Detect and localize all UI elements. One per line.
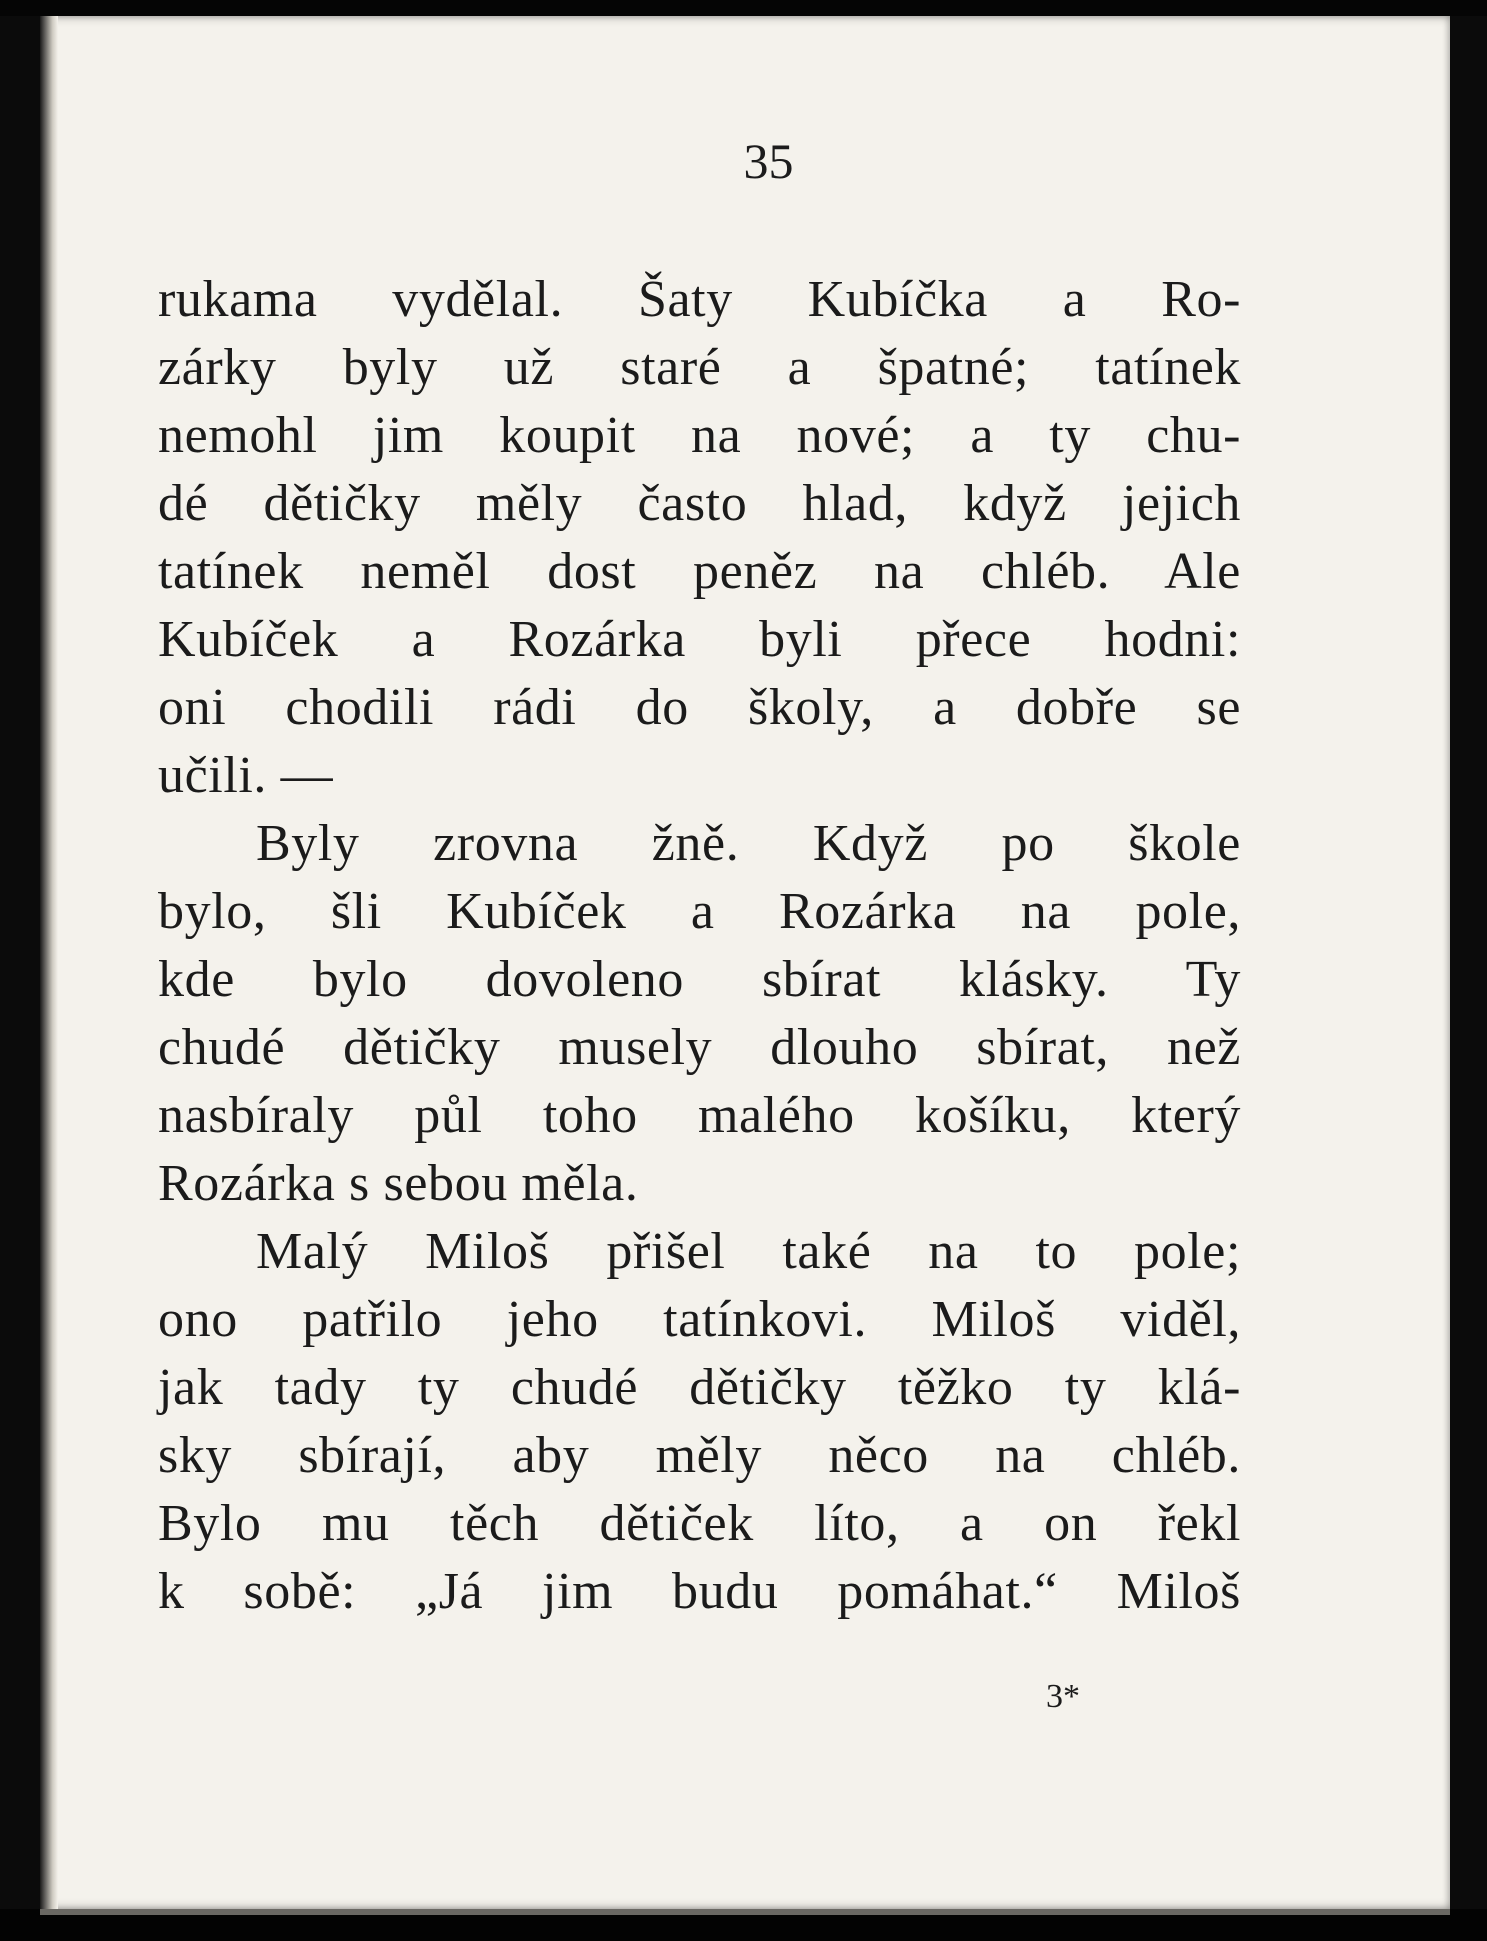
text-line: oni chodili rádi do školy, a dobře se	[158, 679, 1241, 736]
body-text	[158, 266, 1241, 1626]
text-line: Kubíček a Rozárka byli přece hodni:	[158, 611, 1241, 668]
page-bottom-edge	[40, 1909, 1450, 1915]
text-line: sky sbírají, aby měly něco na chléb.	[158, 1427, 1241, 1484]
text-line: jak tady ty chudé dětičky těžko ty klá-	[158, 1359, 1241, 1416]
page-number: 35	[743, 133, 794, 189]
text-line: nasbíraly půl toho malého košíku, který	[158, 1087, 1241, 1144]
signature-mark: 3*	[1046, 1678, 1080, 1715]
text-line: chudé dětičky musely dlouho sbírat, než	[158, 1019, 1241, 1076]
text-line: tatínek neměl dost peněz na chléb. Ale	[158, 543, 1241, 600]
text-line: Malý Miloš přišel také na to pole;	[256, 1223, 1241, 1280]
text-line: rukama vydělal. Šaty Kubíčka a Ro-	[158, 271, 1241, 328]
text-line: kde bylo dovoleno sbírat klásky. Ty	[158, 951, 1241, 1008]
text-line: bylo, šli Kubíček a Rozárka na pole,	[158, 883, 1241, 940]
text-line: ono patřilo jeho tatínkovi. Miloš viděl,	[158, 1291, 1241, 1348]
text-line: Rozárka s sebou měla.	[158, 1155, 639, 1212]
text-line: dé dětičky měly často hlad, když jejich	[158, 475, 1241, 532]
scan-top-border	[0, 0, 1487, 16]
text-line: Bylo mu těch dětiček líto, a on řekl	[158, 1495, 1241, 1552]
text-line: učili. —	[158, 747, 334, 804]
text-line: nemohl jim koupit na nové; a ty chu-	[158, 407, 1241, 464]
text-line: k sobě: „Já jim budu pomáhat.“ Miloš	[158, 1563, 1241, 1620]
page-gutter	[40, 16, 58, 1909]
text-line: zárky byly už staré a špatné; tatínek	[158, 339, 1241, 396]
text-line: Byly zrovna žně. Když po škole	[256, 815, 1241, 872]
